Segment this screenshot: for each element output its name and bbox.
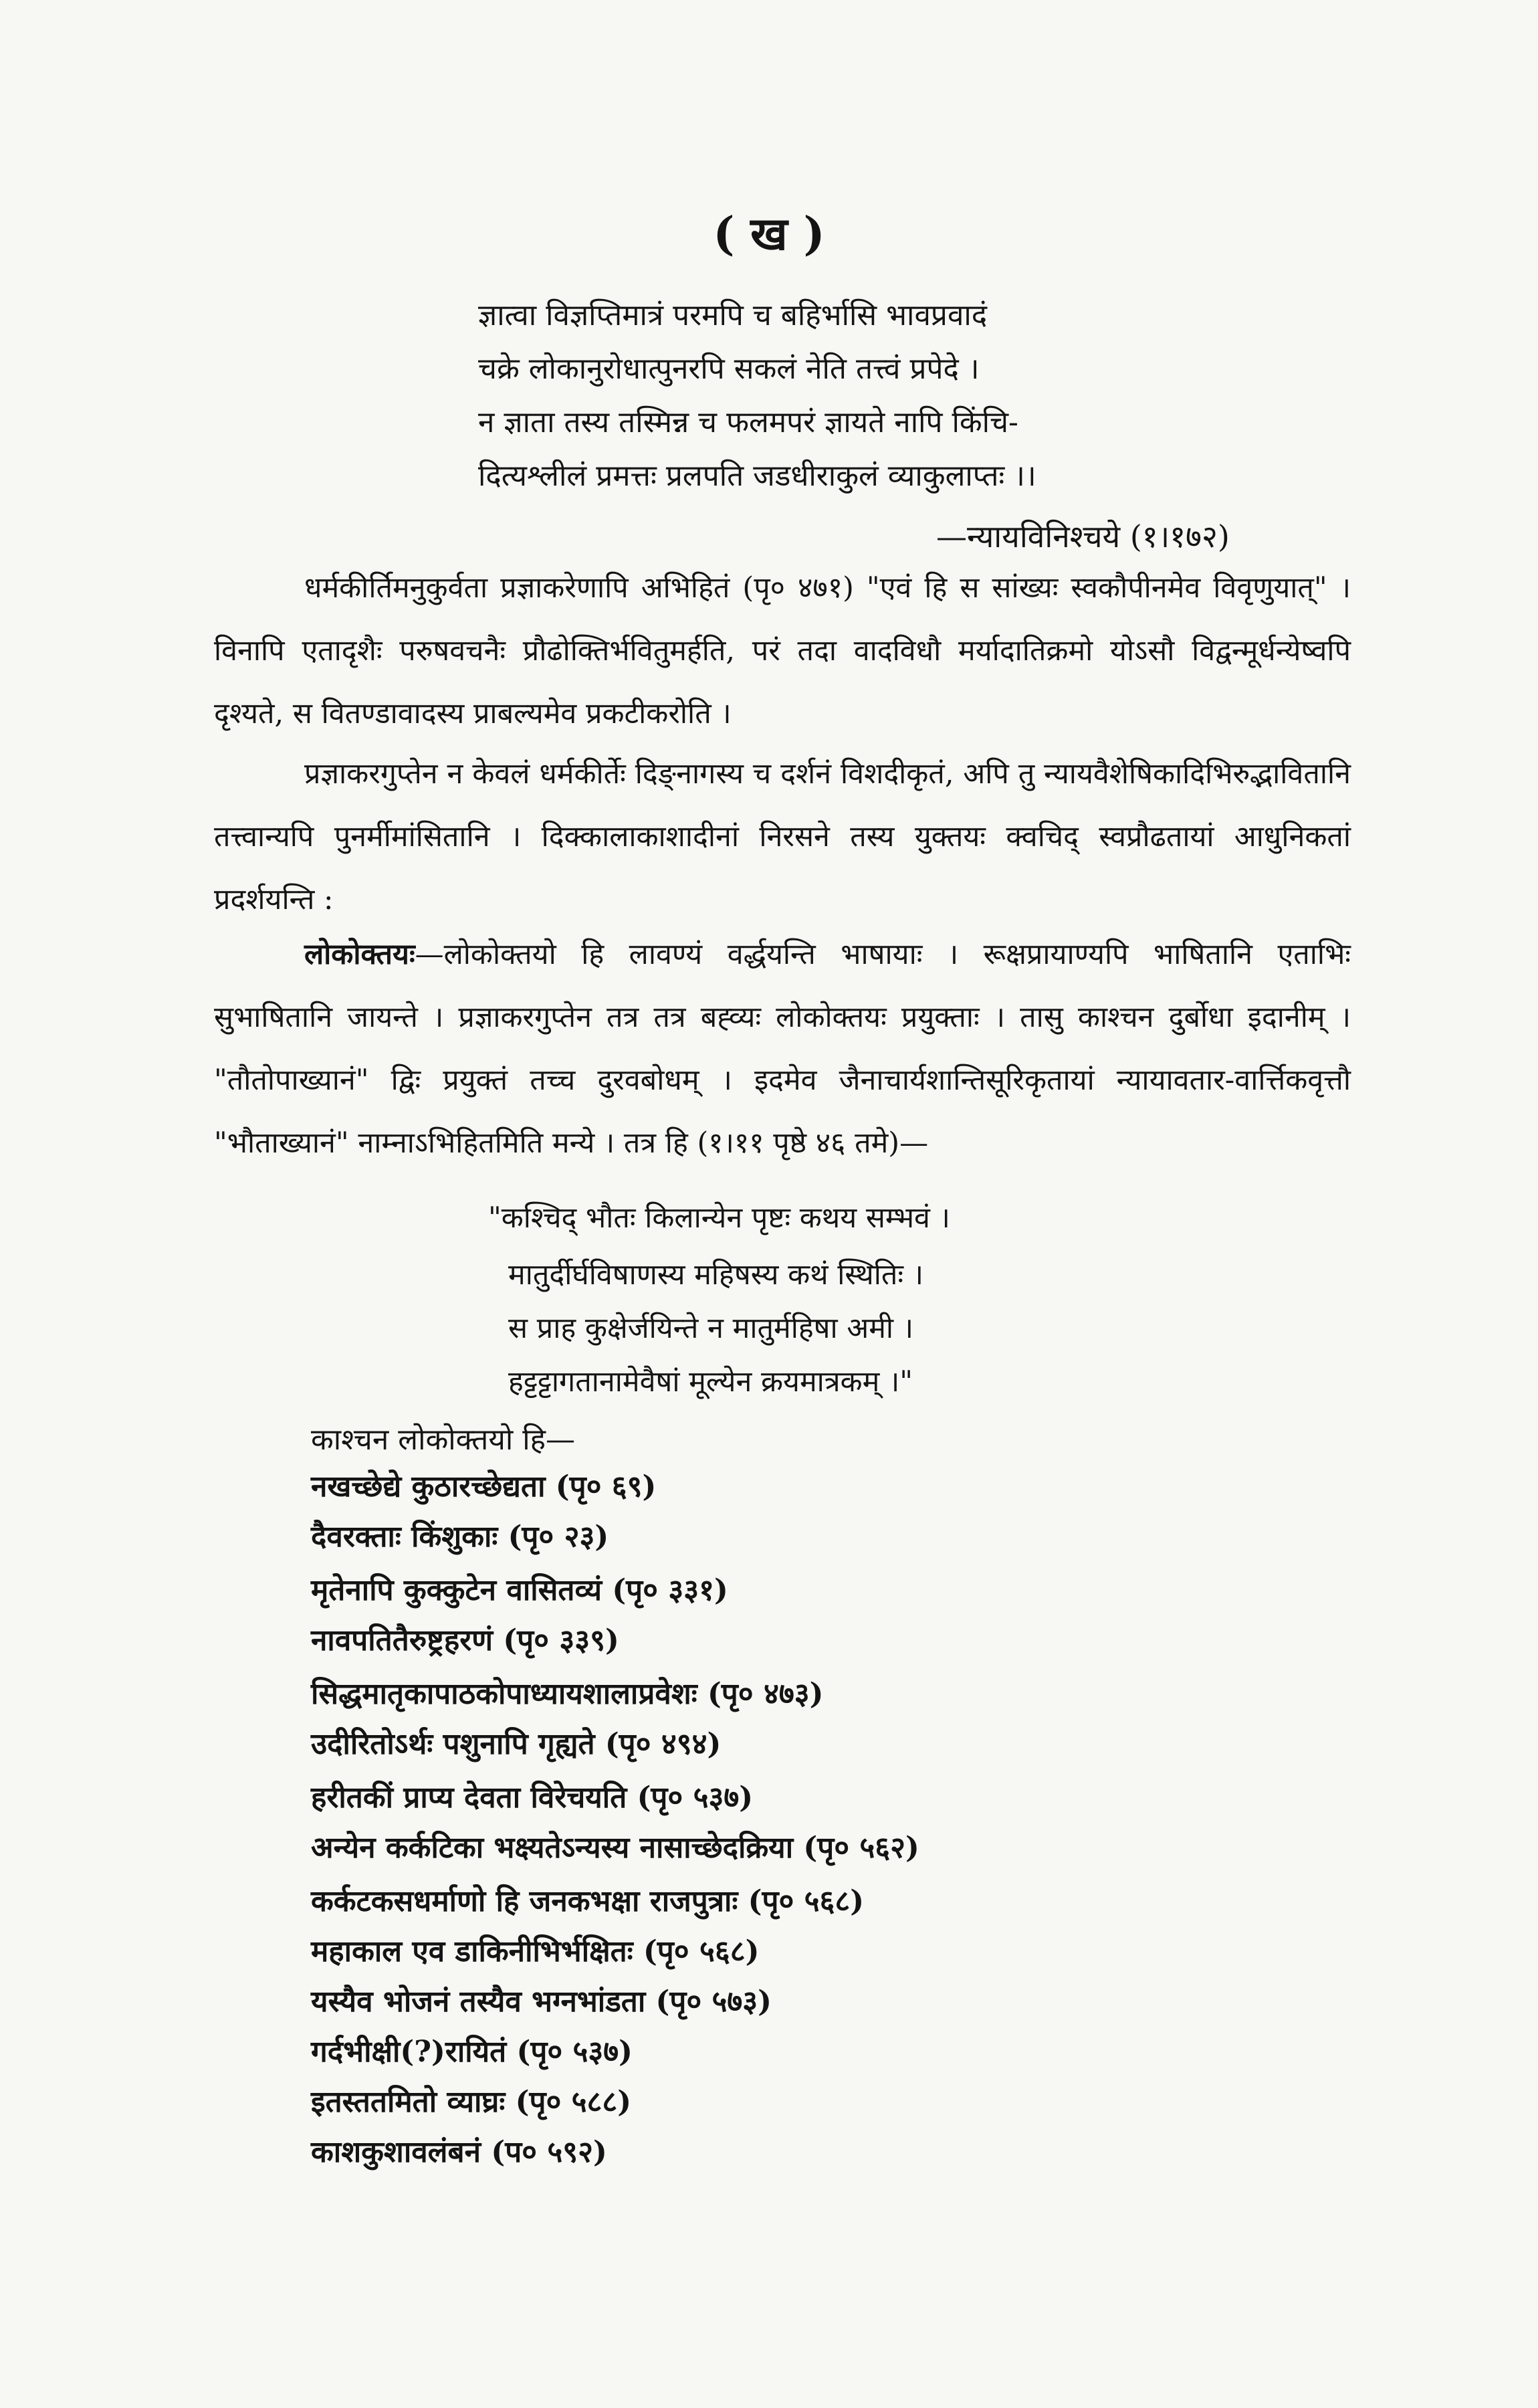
list-item: उदीरितोऽर्थः पशुनापि गृह्यते (पृ० ४९४) — [311, 1727, 722, 1761]
paragraph-3-heading: लोकोक्तयः — [304, 938, 415, 971]
list-item: कर्कटकसधर्माणो हि जनकभक्षा राजपुत्राः (पृ० ५६८) — [311, 1884, 865, 1918]
quote-verse-line-3: स प्राह कुक्षेर्जयिन्ते न मातुर्महिषा अमी । — [508, 1312, 914, 1345]
list-item: यस्यैव भोजनं तस्यैव भग्नभांडता (पृ० ५७३) — [311, 1985, 772, 2019]
quote-verse-line-4: हट्टट्टागतानामेवैषां मूल्येन क्रयमात्रकम् ।" — [508, 1365, 913, 1399]
list-item: नखच्छेद्ये कुठारच्छेद्यता (पृ० ६९) — [311, 1470, 657, 1504]
list-item: दैवरक्ताः किंशुकाः (पृ० २३) — [311, 1520, 609, 1554]
list-item: सिद्धमातृकापाठकोपाध्यायशालाप्रवेशः (पृ० ४७३) — [311, 1677, 824, 1711]
paragraph-2 — [214, 742, 1351, 931]
sayings-intro: काश्चन लोकोक्तयो हि— — [311, 1423, 575, 1457]
list-item: हरीतकीं प्राप्य देवता विरेचयति (पृ० ५३७) — [311, 1781, 754, 1815]
verse-source: —न्यायविनिश्चये (१।१७२) — [936, 518, 1230, 555]
list-item: नावपतितैरुष्ट्रहरणं (पृ० ३३९) — [311, 1623, 619, 1658]
paragraph-1 — [214, 557, 1351, 745]
list-item: महाकाल एव डाकिनीभिर्भक्षितः (पृ० ५६८) — [311, 1934, 760, 1969]
top-verse-line-3: न ज्ञाता तस्य तस्मिन्न च फलमपरं ज्ञायते नापि किंचि- — [478, 405, 1018, 439]
paragraph-2-text: प्रज्ञाकरगुप्तेन न केवलं धर्मकीर्तेः दिङ्नागस्य च दर्शनं विशदीकृतं, अपि तु न्यायवैशेषिकादिभिरुद्भावितानि तत्त्वान्यपि पुनर्मीमांसितानि । दिक्कालाकाशादीनां निरसने तस्य युक्तयः क्वचिद् स्वप्रौढतायां आधुनिकतां प्रदर्शयन्ति : — [214, 757, 1351, 916]
paragraph-1-text: धर्मकीर्तिमनुकुर्वता प्रज्ञाकरेणापि अभिहितं (पृ० ४७१) "एवं हि स सांख्यः स्वकौपीनमेव विवृणुयात्" । विनापि एतादृशैः परुषवचनैः प्रौढोक्तिर्भवितुमर्हति, परं तदा वादविधौ मर्यादातिक्रमो योऽसौ विद्वन्मूर्धन्येष्वपि दृश्यते, स वितण्डावादस्य प्राबल्यमेव प्रकटीकरोति । — [214, 571, 1351, 730]
quote-verse-line-1: "कश्चिद् भौतः किलान्येन पृष्टः कथय सम्भवं । — [488, 1201, 950, 1235]
list-item: अन्येन कर्कटिका भक्ष्यतेऽन्यस्य नासाच्छेदक्रिया (पृ० ५६२) — [311, 1831, 919, 1865]
top-verse-line-1: ज्ञात्वा विज्ञप्तिमात्रं परमपि च बहिर्भासि भावप्रवादं — [478, 298, 988, 332]
top-verse-line-4: दित्यश्लीलं प्रमत्तः प्रलपति जडधीराकुलं व्याकुलाप्तः ।। — [478, 459, 1036, 493]
list-item: काशकुशावलंबनं (प० ५९२) — [311, 2135, 607, 2169]
list-item: गर्दभीक्षी(?)रायितं (पृ० ५३७) — [311, 2035, 633, 2069]
top-verse-line-2: चक्रे लोकानुरोधात्पुनरपि सकलं नेति तत्त्वं प्रपेदे । — [478, 352, 980, 386]
paragraph-3-text: —लोकोक्तयो हि लावण्यं वर्द्धयन्ति भाषायाः । रूक्षप्रायाण्यपि भाषितानि एताभिः सुभाषितानि जायन्ते । प्रज्ञाकरगुप्तेन तत्र तत्र बह्व्यः लोकोक्तयः प्रयुक्ताः । तासु काश्चन दुर्बोधा इदानीम् । "तौतोपाख्यानं" द्विः प्रयुक्तं तच्च दुरवबोधम् । इदमेव जैनाचार्यशान्तिसूरिकृतायां न्यायावतार-वार्त्तिकवृत्तौ "भौताख्यानं" नाम्नाऽभिहितमिति मन्ये । तत्र हि (१।११ पृष्ठे ४६ तमे)— — [214, 938, 1351, 1160]
quote-verse-line-2: मातुर्दीर्घविषाणस्य महिषस्य कथं स्थितिः । — [508, 1258, 924, 1292]
list-item: मृतेनापि कुक्कुटेन वासितव्यं (पृ० ३३१) — [311, 1573, 728, 1607]
list-item: इतस्ततमितो व्याघ्रः (पृ० ५८८) — [311, 2085, 632, 2119]
paragraph-3 — [214, 923, 1351, 1175]
page-number: ( ख ) — [713, 207, 825, 261]
